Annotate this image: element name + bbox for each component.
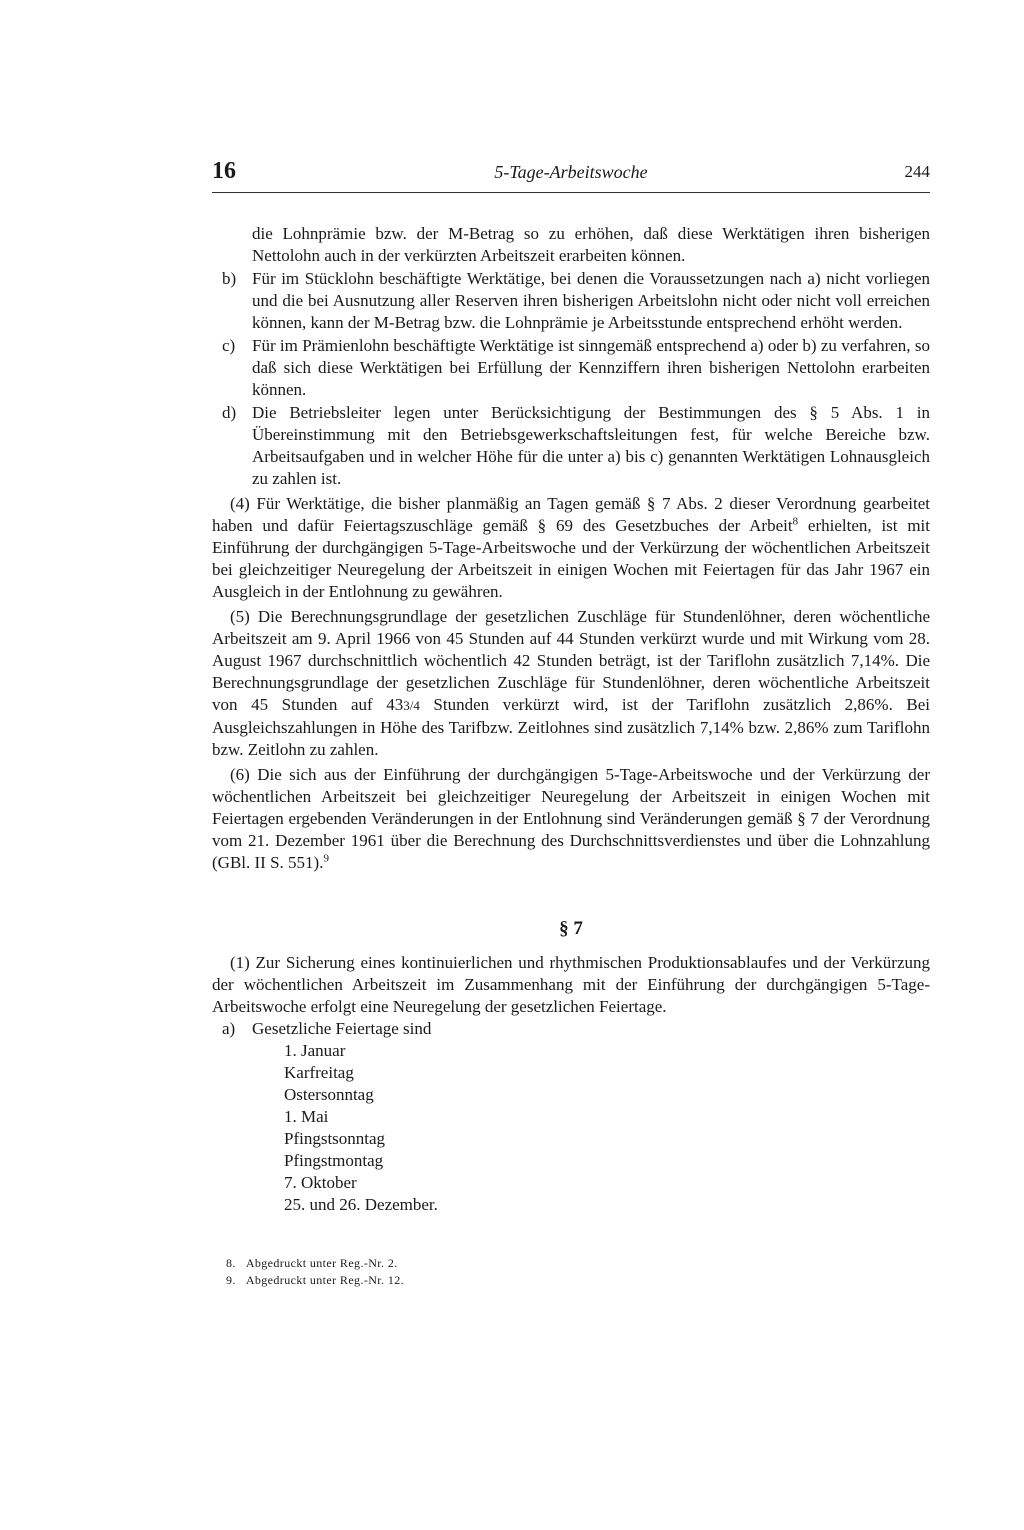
footnote-ref-9[interactable]: 9 xyxy=(323,852,329,865)
paragraph-text: (5) Die Berechnungsgrundlage der gesetzlichen Zuschläge für Stundenlöhner, deren wöchentliche Arbeitszeit am 9. April 1966 von 45 Stunden auf 44 Stunden verkürzt wurde und mit Wirkung vom 28. August 1967 durchschnittlich wöchentlich 42 Stunden beträgt, ist der Tariflohn zusätzlich 7,14%. Die Berechnungsgrundlage der gesetzlichen Zuschläge für Stundenlöhner, deren wöchentliche Arbeitszeit von 45 Stunden auf 43 xyxy=(212,607,930,714)
list-item-text: Für im Prämienlohn beschäftigte Werktätige ist sinngemäß entsprechend a) oder b) zu verfahren, so daß sich diese Werktätigen bei Erfüllung der Kennziffern ihren bisherigen Nettolohn erarbeiten können. xyxy=(252,336,930,399)
running-title: 5-Tage-Arbeitswoche xyxy=(494,162,648,182)
page-header xyxy=(212,158,930,193)
list-item: Pfingstmontag xyxy=(284,1151,384,1170)
paragraph-text: erhielten, ist mit Einführung der durchgängigen 5-Tage-Arbeitswoche und der Verkürzung der wöchentlichen Arbeitszeit bei gleichzeitiger Neuregelung der Arbeitszeit in einigen Wochen mit Feiertagen für das Jahr 1967 ein Ausgleich in der Entlohnung zu gewähren. xyxy=(212,516,930,601)
list-item-b xyxy=(212,268,930,334)
list-item: 1. Mai xyxy=(284,1107,329,1126)
list-item-c xyxy=(212,335,930,401)
list-item-text: Gesetzliche Feiertage sind xyxy=(252,1019,432,1038)
section-7-paragraph-1: (1) Zur Sicherung eines kontinuierlichen und rhythmischen Produktionsablaufes und der Verkürzung der wöchentlichen Arbeitszeit im Zusammenhang mit der Einführung der durchgängigen 5-Tage-Arbeitswoche erfolgt eine Neuregelung der gesetzlichen Feiertage. xyxy=(212,953,930,1016)
list-item-label: b) xyxy=(222,269,237,288)
chapter-number: 16 xyxy=(212,158,236,184)
footnote-text: Abgedruckt unter Reg.-Nr. 12. xyxy=(245,1273,405,1287)
paragraph-4 xyxy=(212,493,930,603)
footnote-9 xyxy=(226,1272,404,1289)
footnote-number: 9. xyxy=(226,1273,236,1287)
footnotes xyxy=(226,1255,404,1289)
list-item: 1. Januar xyxy=(284,1041,346,1060)
footnote-text: Abgedruckt unter Reg.-Nr. 2. xyxy=(245,1256,398,1270)
list-item: Pfingstsonntag xyxy=(284,1129,386,1148)
list-item: 7. Oktober xyxy=(284,1173,357,1192)
footnote-number: 8. xyxy=(226,1256,236,1270)
list-item: Karfreitag xyxy=(284,1063,354,1082)
body-text xyxy=(212,223,930,1216)
list-item-text: Für im Stücklohn beschäftigte Werktätige, bei denen die Voraussetzungen nach a) nicht vorliegen und die bei Ausnutzung aller Reserven ihren bisherigen Arbeitslohn nicht oder nicht voll erreichen können, kann der M-Betrag bzw. die Lohnprämie je Arbeitsstunde entsprechend erhöht werden. xyxy=(252,269,930,332)
fraction: 3/4 xyxy=(403,698,420,713)
list-item-label: c) xyxy=(222,336,236,355)
paragraph-text: (4) Für Werktätige, die bisher planmäßig an Tagen gemäß § 7 Abs. 2 dieser Verordnung gearbeitet haben und dafür Feiertagszuschläge gemäß § 69 des Gesetzbuches der Arbeit xyxy=(212,494,930,535)
section-7-item-a xyxy=(212,1018,930,1040)
holiday-list xyxy=(212,1040,930,1216)
paragraph-6 xyxy=(212,764,930,874)
continuation-paragraph: die Lohnprämie bzw. der M-Betrag so zu erhöhen, daß diese Werktätigen ihren bisherigen Nettolohn auch in der verkürzten Arbeitszeit erarbeiten können. xyxy=(252,224,930,265)
footnote-ref-8[interactable]: 8 xyxy=(792,515,799,528)
page-number: 244 xyxy=(904,162,930,181)
list-item-label: a) xyxy=(222,1019,236,1038)
paragraph-text: Stunden verkürzt wird, ist der Tariflohn zusätzlich 2,86%. Bei Ausgleichszahlungen in Höhe des Tarifbzw. Zeitlohnes sind zusätzlich 7,14% bzw. 2,86% zum Tariflohn bzw. Zeitlohn zu zahlen. xyxy=(212,695,930,759)
section-heading: § 7 xyxy=(559,918,583,939)
list-item-d xyxy=(212,402,930,490)
list-item-label: d) xyxy=(222,403,237,422)
paragraph-text: (6) Die sich aus der Einführung der durchgängigen 5-Tage-Arbeitswoche und der Verkürzung der wöchentlichen Arbeitszeit bei gleichzeitiger Neuregelung der Arbeitszeit in einigen Wochen mit Feiertagen ergebenden Veränderungen in der Entlohnung sind Veränderungen gemäß § 7 der Verordnung vom 21. Dezember 1961 über die Berechnung des Durchschnittsverdienstes und über die Lohnzahlung (GBl. II S. 551). xyxy=(212,765,930,872)
list-item: Ostersonntag xyxy=(284,1085,374,1104)
list-item: 25. und 26. Dezember. xyxy=(284,1195,438,1214)
footnote-8 xyxy=(226,1255,404,1272)
paragraph-5 xyxy=(212,606,930,761)
list-item-text: Die Betriebsleiter legen unter Berücksichtigung der Bestimmungen des § 5 Abs. 1 in Übereinstimmung mit den Betriebsgewerkschaftsleitungen fest, für welche Bereiche bzw. Arbeitsaufgaben und in welcher Höhe für die unter a) bis c) genannten Werktätigen Lohnausgleich zu zahlen ist. xyxy=(252,403,930,488)
